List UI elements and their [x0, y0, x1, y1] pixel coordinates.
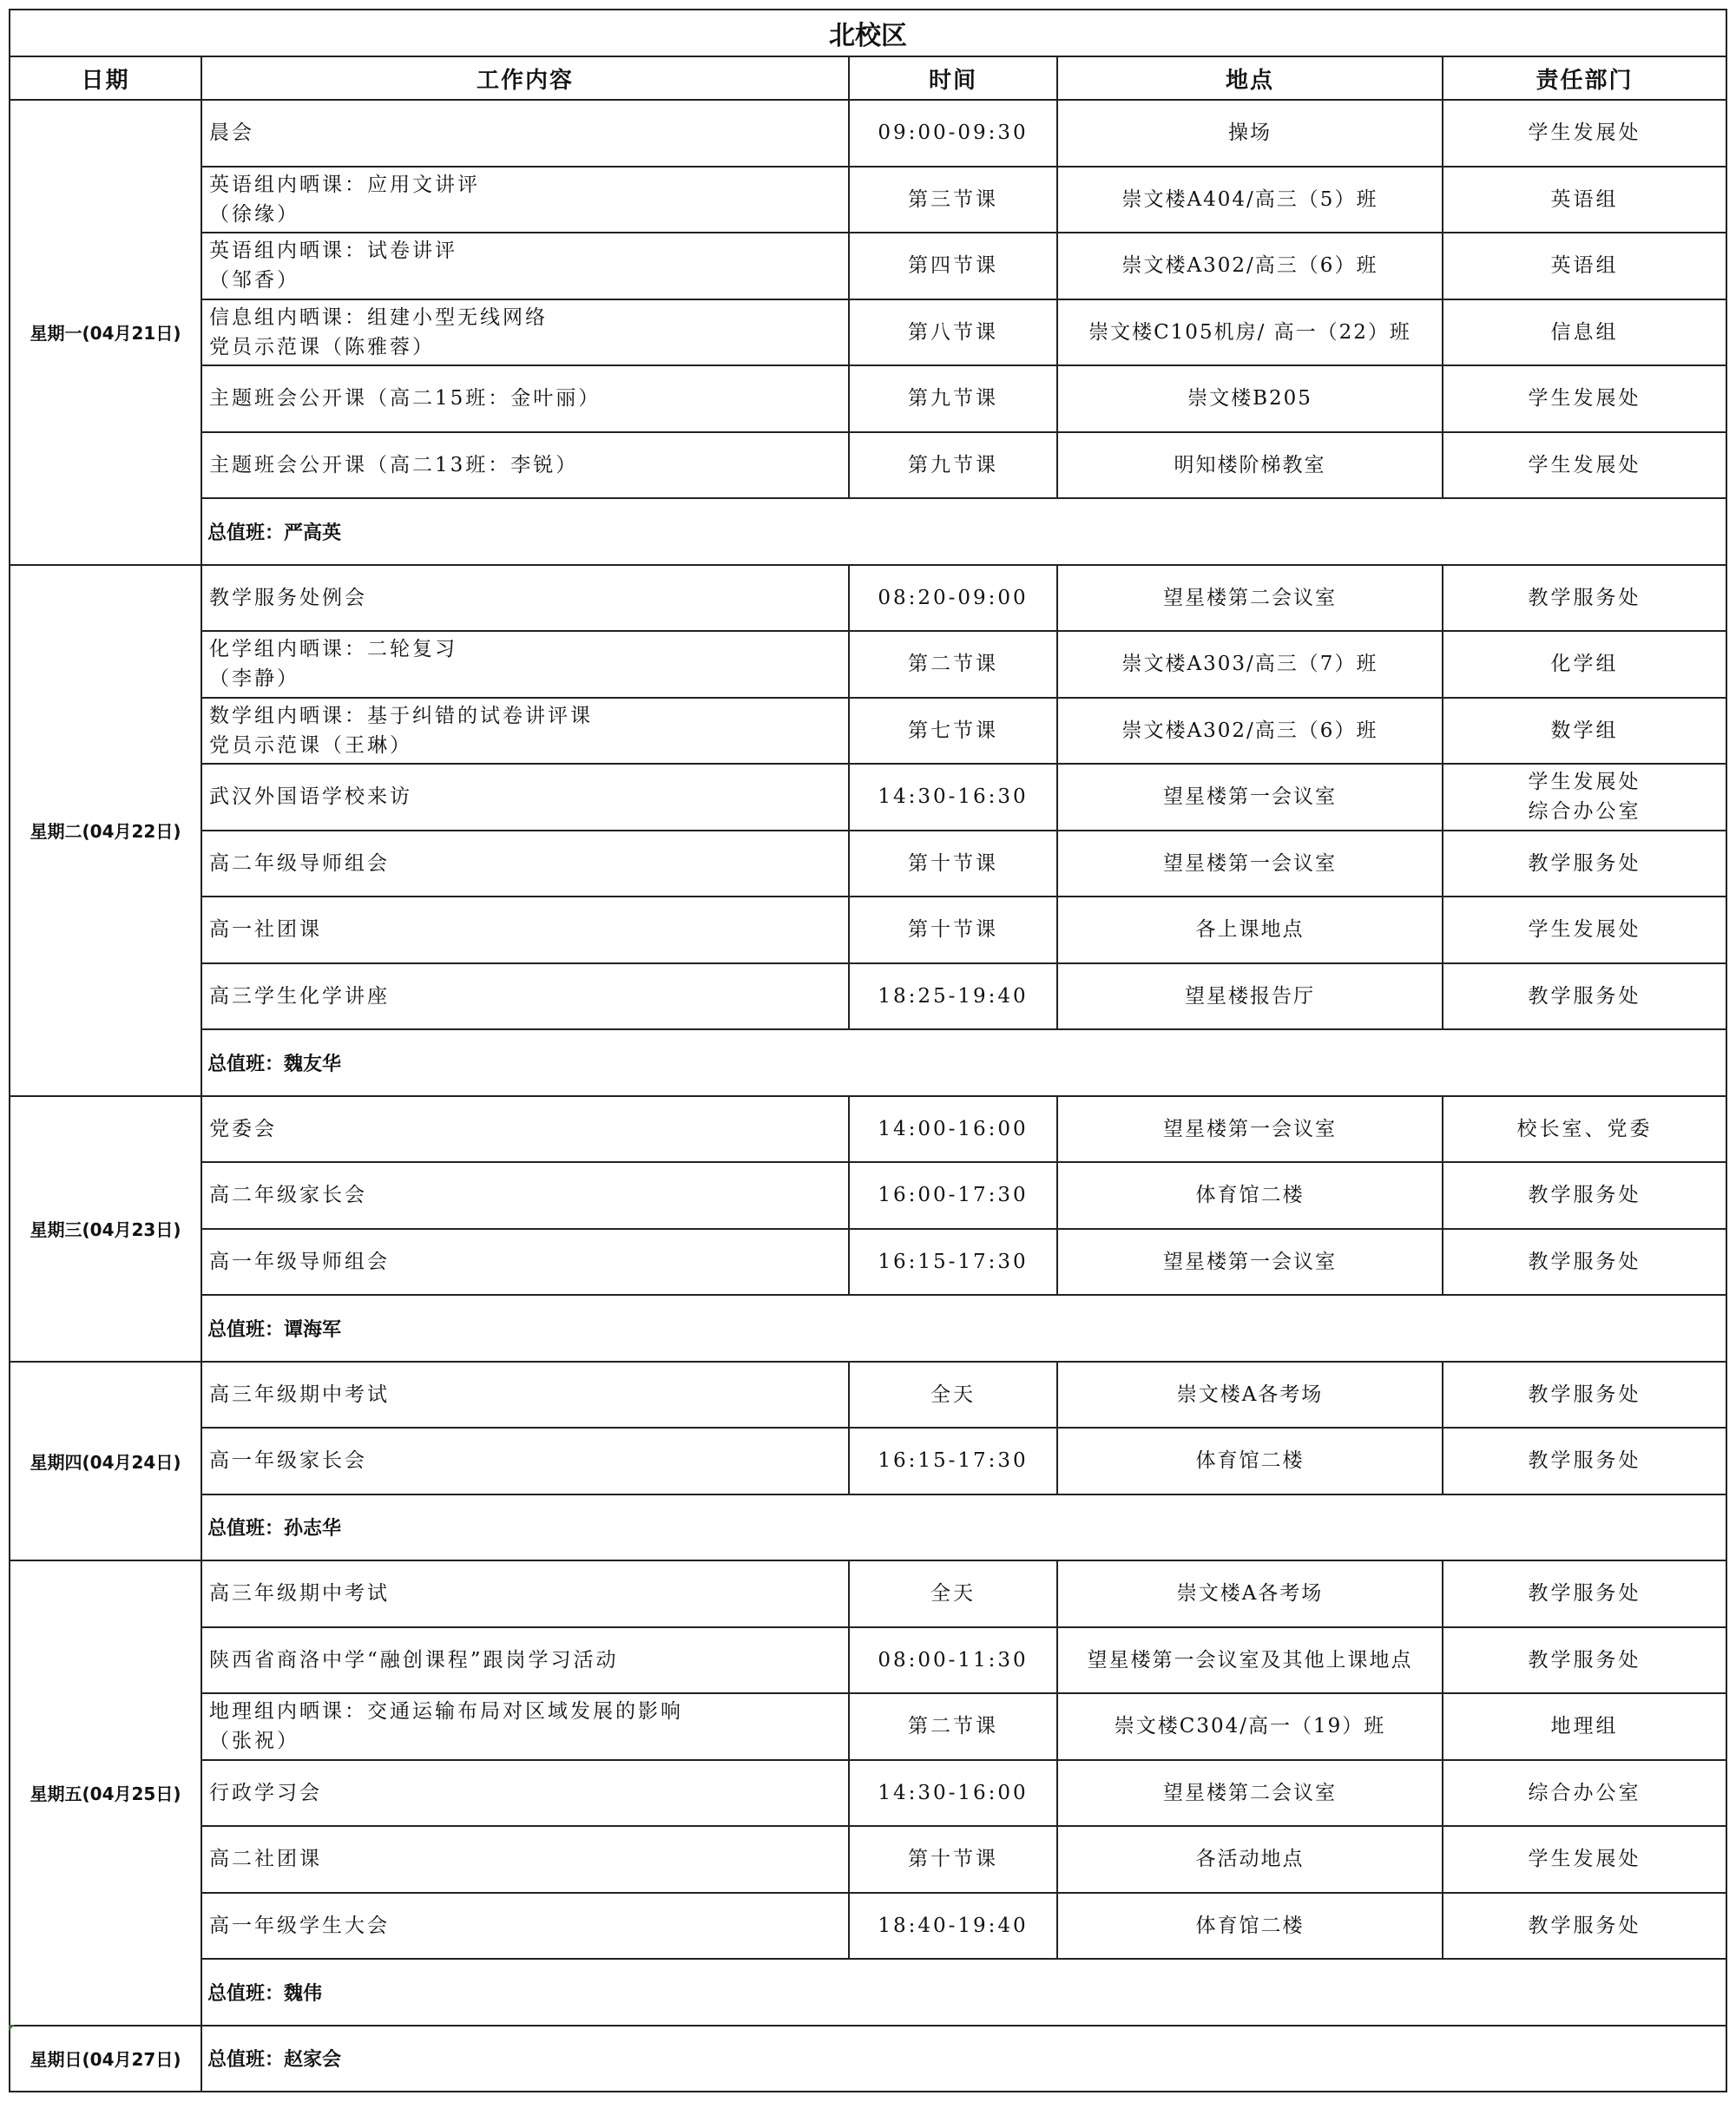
location-cell: 崇文楼A302/高三（6）班 — [1057, 233, 1443, 299]
content-line: 党委会 — [209, 1117, 277, 1140]
department-cell — [1443, 167, 1726, 233]
department-cell — [1443, 897, 1726, 963]
department-cell — [1443, 1162, 1726, 1229]
table-row — [10, 963, 1726, 1030]
location-cell: 崇文楼C105机房/ 高一（22）班 — [1057, 299, 1443, 366]
content-cell — [201, 1096, 849, 1163]
date-cell: 星期日(04月27日) — [10, 2026, 201, 2092]
content-line: 高一年级学生大会 — [209, 1914, 390, 1937]
department-cell — [1443, 1560, 1726, 1627]
time-cell: 16:00-17:30 — [849, 1162, 1057, 1229]
duty-label: 总值班： — [207, 2049, 285, 2072]
duty-cell — [201, 1295, 1726, 1362]
content-line: 教学服务处例会 — [209, 586, 367, 609]
content-line: 党员示范课（王琳） — [209, 733, 412, 757]
content-cell — [201, 565, 849, 632]
duty-label: 总值班： — [207, 1053, 285, 1075]
content-cell — [201, 897, 849, 963]
content-line: 高一年级家长会 — [209, 1449, 367, 1473]
department-cell — [1443, 1362, 1726, 1429]
department-cell — [1443, 698, 1726, 765]
content-line: （徐缘） — [209, 202, 299, 226]
content-cell — [201, 1560, 849, 1627]
duty-row — [10, 498, 1726, 565]
department-line: 教学服务处 — [1528, 1184, 1641, 1207]
department-cell — [1443, 365, 1726, 432]
time-cell: 第二节课 — [849, 1693, 1057, 1760]
table-row — [10, 764, 1726, 831]
department-line: 学生发展处 — [1528, 122, 1641, 145]
location-cell: 操场 — [1057, 100, 1443, 167]
time-cell: 第十节课 — [849, 831, 1057, 897]
department-cell — [1443, 565, 1726, 632]
location-cell: 望星楼第二会议室 — [1057, 565, 1443, 632]
department-cell — [1443, 432, 1726, 499]
time-cell: 14:30-16:00 — [849, 1760, 1057, 1827]
table-row — [10, 1560, 1726, 1627]
location-cell: 体育馆二楼 — [1057, 1162, 1443, 1229]
content-line: 数学组内晒课：基于纠错的试卷讲评课 — [209, 704, 593, 727]
location-cell: 望星楼第一会议室 — [1057, 1229, 1443, 1296]
duty-name: 魏伟 — [284, 1982, 323, 2005]
department-cell — [1443, 299, 1726, 366]
department-line: 化学组 — [1550, 653, 1619, 676]
content-line: 武汉外国语学校来访 — [209, 785, 412, 809]
time-cell: 第二节课 — [849, 631, 1057, 698]
content-line: 主题班会公开课（高二13班：李锐） — [209, 453, 579, 476]
location-cell: 崇文楼A404/高三（5）班 — [1057, 167, 1443, 233]
duty-row — [10, 1029, 1726, 1096]
location-cell: 崇文楼A各考场 — [1057, 1362, 1443, 1429]
location-cell: 崇文楼C304/高一（19）班 — [1057, 1693, 1443, 1760]
content-line: 高二年级家长会 — [209, 1184, 367, 1207]
table-row — [10, 565, 1726, 632]
content-line: 地理组内晒课：交通运输布局对区域发展的影响 — [209, 1700, 683, 1724]
time-cell: 08:20-09:00 — [849, 565, 1057, 632]
location-cell: 崇文楼B205 — [1057, 365, 1443, 432]
duty-name: 严高英 — [284, 522, 342, 544]
time-cell: 全天 — [849, 1560, 1057, 1627]
content-cell — [201, 1693, 849, 1760]
duty-cell — [201, 1959, 1726, 2026]
department-cell — [1443, 1826, 1726, 1893]
department-cell — [1443, 1229, 1726, 1296]
content-cell — [201, 100, 849, 167]
department-line: 教学服务处 — [1528, 1914, 1641, 1937]
time-cell: 16:15-17:30 — [849, 1428, 1057, 1494]
department-line: 综合办公室 — [1528, 1781, 1641, 1804]
department-line: 信息组 — [1550, 320, 1619, 344]
header-row — [10, 56, 1726, 100]
content-line: 高二年级导师组会 — [209, 851, 390, 875]
table-row — [10, 1826, 1726, 1893]
content-cell — [201, 831, 849, 897]
content-cell — [201, 1627, 849, 1694]
content-line: 高三学生化学讲座 — [209, 984, 390, 1008]
department-cell — [1443, 1760, 1726, 1827]
location-cell: 各上课地点 — [1057, 897, 1443, 963]
department-cell — [1443, 1693, 1726, 1760]
table-row — [10, 299, 1726, 366]
content-line: 高一社团课 — [209, 918, 322, 942]
department-line: 综合办公室 — [1528, 800, 1641, 824]
duty-label: 总值班： — [207, 522, 285, 544]
time-cell: 第八节课 — [849, 299, 1057, 366]
location-cell: 望星楼第一会议室 — [1057, 764, 1443, 831]
content-cell — [201, 1229, 849, 1296]
header-location: 地点 — [1057, 56, 1443, 100]
duty-row — [10, 1959, 1726, 2026]
table-row — [10, 1760, 1726, 1827]
content-line: 英语组内晒课：应用文讲评 — [209, 173, 480, 196]
content-line: 主题班会公开课（高二15班：金叶丽） — [209, 387, 602, 411]
duty-label: 总值班： — [207, 1318, 285, 1341]
table-row — [10, 233, 1726, 299]
department-line: 教学服务处 — [1528, 1250, 1641, 1273]
department-line: 教学服务处 — [1528, 1648, 1641, 1672]
department-cell — [1443, 963, 1726, 1030]
department-cell — [1443, 764, 1726, 831]
duty-cell — [201, 1029, 1726, 1096]
table-row — [10, 1362, 1726, 1429]
content-cell — [201, 698, 849, 765]
date-cell: 星期五(04月25日) — [10, 1560, 201, 2026]
department-line: 数学组 — [1550, 719, 1619, 742]
time-cell: 第九节课 — [849, 365, 1057, 432]
table-row — [10, 698, 1726, 765]
content-cell — [201, 299, 849, 366]
location-cell: 望星楼第一会议室 — [1057, 831, 1443, 897]
header-content: 工作内容 — [201, 56, 849, 100]
content-cell — [201, 1760, 849, 1827]
content-line: （张祝） — [209, 1730, 299, 1753]
content-line: 高三年级期中考试 — [209, 1383, 390, 1406]
location-cell: 各活动地点 — [1057, 1826, 1443, 1893]
department-line: 学生发展处 — [1528, 1848, 1641, 1871]
duty-cell — [201, 1494, 1726, 1561]
time-cell: 09:00-09:30 — [849, 100, 1057, 167]
table-row — [10, 1229, 1726, 1296]
time-cell: 08:00-11:30 — [849, 1627, 1057, 1694]
department-cell — [1443, 1428, 1726, 1494]
time-cell: 全天 — [849, 1362, 1057, 1429]
content-line: 行政学习会 — [209, 1781, 322, 1804]
content-line: （李静） — [209, 667, 299, 691]
time-cell: 第七节课 — [849, 698, 1057, 765]
duty-row — [10, 1295, 1726, 1362]
content-cell — [201, 631, 849, 698]
location-cell: 崇文楼A302/高三（6）班 — [1057, 698, 1443, 765]
department-cell — [1443, 1627, 1726, 1694]
department-line: 教学服务处 — [1528, 586, 1641, 609]
duty-row — [10, 2026, 1726, 2092]
location-cell: 望星楼第一会议室及其他上课地点 — [1057, 1627, 1443, 1694]
table-row — [10, 831, 1726, 897]
location-cell: 体育馆二楼 — [1057, 1893, 1443, 1960]
header-department: 责任部门 — [1443, 56, 1726, 100]
content-line: 党员示范课（陈雅蓉） — [209, 335, 435, 358]
table-row — [10, 1428, 1726, 1494]
department-cell — [1443, 100, 1726, 167]
duty-row — [10, 1494, 1726, 1561]
time-cell: 18:25-19:40 — [849, 963, 1057, 1030]
department-line: 教学服务处 — [1528, 984, 1641, 1008]
duty-name: 赵家会 — [284, 2049, 342, 2072]
schedule-body — [10, 100, 1726, 2092]
content-line: 高二社团课 — [209, 1848, 322, 1871]
location-cell: 明知楼阶梯教室 — [1057, 432, 1443, 499]
content-cell — [201, 963, 849, 1030]
table-row — [10, 100, 1726, 167]
table-row — [10, 1096, 1726, 1163]
duty-name: 谭海军 — [284, 1318, 342, 1341]
time-cell: 第三节课 — [849, 167, 1057, 233]
corner-mark — [9, 2025, 15, 2031]
header-date: 日期 — [10, 56, 201, 100]
department-line: 英语组 — [1550, 254, 1619, 278]
location-cell: 崇文楼A各考场 — [1057, 1560, 1443, 1627]
content-cell — [201, 432, 849, 499]
content-cell — [201, 1162, 849, 1229]
table-row — [10, 1627, 1726, 1694]
department-cell — [1443, 233, 1726, 299]
campus-title: 北校区 — [10, 10, 1726, 56]
content-cell — [201, 1826, 849, 1893]
department-cell — [1443, 1096, 1726, 1163]
duty-name: 魏友华 — [284, 1053, 342, 1075]
time-cell: 14:00-16:00 — [849, 1096, 1057, 1163]
content-cell — [201, 764, 849, 831]
location-cell: 望星楼第二会议室 — [1057, 1760, 1443, 1827]
content-line: 信息组内晒课：组建小型无线网络 — [209, 305, 548, 329]
location-cell: 望星楼报告厅 — [1057, 963, 1443, 1030]
header-time: 时间 — [849, 56, 1057, 100]
department-line: 学生发展处 — [1528, 453, 1641, 476]
date-cell: 星期四(04月24日) — [10, 1362, 201, 1561]
department-line: 学生发展处 — [1528, 771, 1641, 794]
content-cell — [201, 1362, 849, 1429]
time-cell: 第十节课 — [849, 897, 1057, 963]
content-line: 高三年级期中考试 — [209, 1582, 390, 1606]
duty-label: 总值班： — [207, 1982, 285, 2005]
table-row — [10, 1162, 1726, 1229]
date-cell: 星期二(04月22日) — [10, 565, 201, 1096]
content-line: 高一年级导师组会 — [209, 1250, 390, 1273]
department-line: 教学服务处 — [1528, 1449, 1641, 1473]
department-line: 学生发展处 — [1528, 387, 1641, 411]
duty-name: 孙志华 — [284, 1518, 342, 1540]
content-line: 英语组内晒课：试卷讲评 — [209, 240, 457, 263]
content-line: 化学组内晒课：二轮复习 — [209, 638, 457, 661]
content-line: （邹香） — [209, 269, 299, 292]
department-cell — [1443, 1893, 1726, 1960]
time-cell: 第十节课 — [849, 1826, 1057, 1893]
time-cell: 第九节课 — [849, 432, 1057, 499]
content-cell — [201, 1428, 849, 1494]
department-line: 地理组 — [1550, 1715, 1619, 1738]
location-cell: 望星楼第一会议室 — [1057, 1096, 1443, 1163]
department-line: 学生发展处 — [1528, 918, 1641, 942]
time-cell: 16:15-17:30 — [849, 1229, 1057, 1296]
department-line: 教学服务处 — [1528, 1582, 1641, 1606]
content-cell — [201, 365, 849, 432]
table-row — [10, 432, 1726, 499]
date-cell: 星期一(04月21日) — [10, 100, 201, 565]
content-line: 晨会 — [209, 122, 254, 145]
duty-cell — [201, 2026, 1726, 2092]
time-cell: 14:30-16:30 — [849, 764, 1057, 831]
time-cell: 18:40-19:40 — [849, 1893, 1057, 1960]
department-cell — [1443, 631, 1726, 698]
table-row — [10, 167, 1726, 233]
department-line: 教学服务处 — [1528, 851, 1641, 875]
department-cell — [1443, 831, 1726, 897]
location-cell: 崇文楼A303/高三（7）班 — [1057, 631, 1443, 698]
date-cell: 星期三(04月23日) — [10, 1096, 201, 1362]
table-row — [10, 1893, 1726, 1960]
department-line: 教学服务处 — [1528, 1383, 1641, 1406]
table-row — [10, 365, 1726, 432]
duty-label: 总值班： — [207, 1518, 285, 1540]
content-cell — [201, 233, 849, 299]
table-row — [10, 897, 1726, 963]
table-row — [10, 1693, 1726, 1760]
content-line: 陕西省商洛中学“融创课程”跟岗学习活动 — [209, 1648, 619, 1672]
department-line: 英语组 — [1550, 187, 1619, 211]
schedule-table — [9, 9, 1727, 2092]
location-cell: 体育馆二楼 — [1057, 1428, 1443, 1494]
content-cell — [201, 1893, 849, 1960]
table-row — [10, 631, 1726, 698]
content-cell — [201, 167, 849, 233]
time-cell: 第四节课 — [849, 233, 1057, 299]
department-line: 校长室、党委 — [1516, 1117, 1653, 1140]
duty-cell — [201, 498, 1726, 565]
